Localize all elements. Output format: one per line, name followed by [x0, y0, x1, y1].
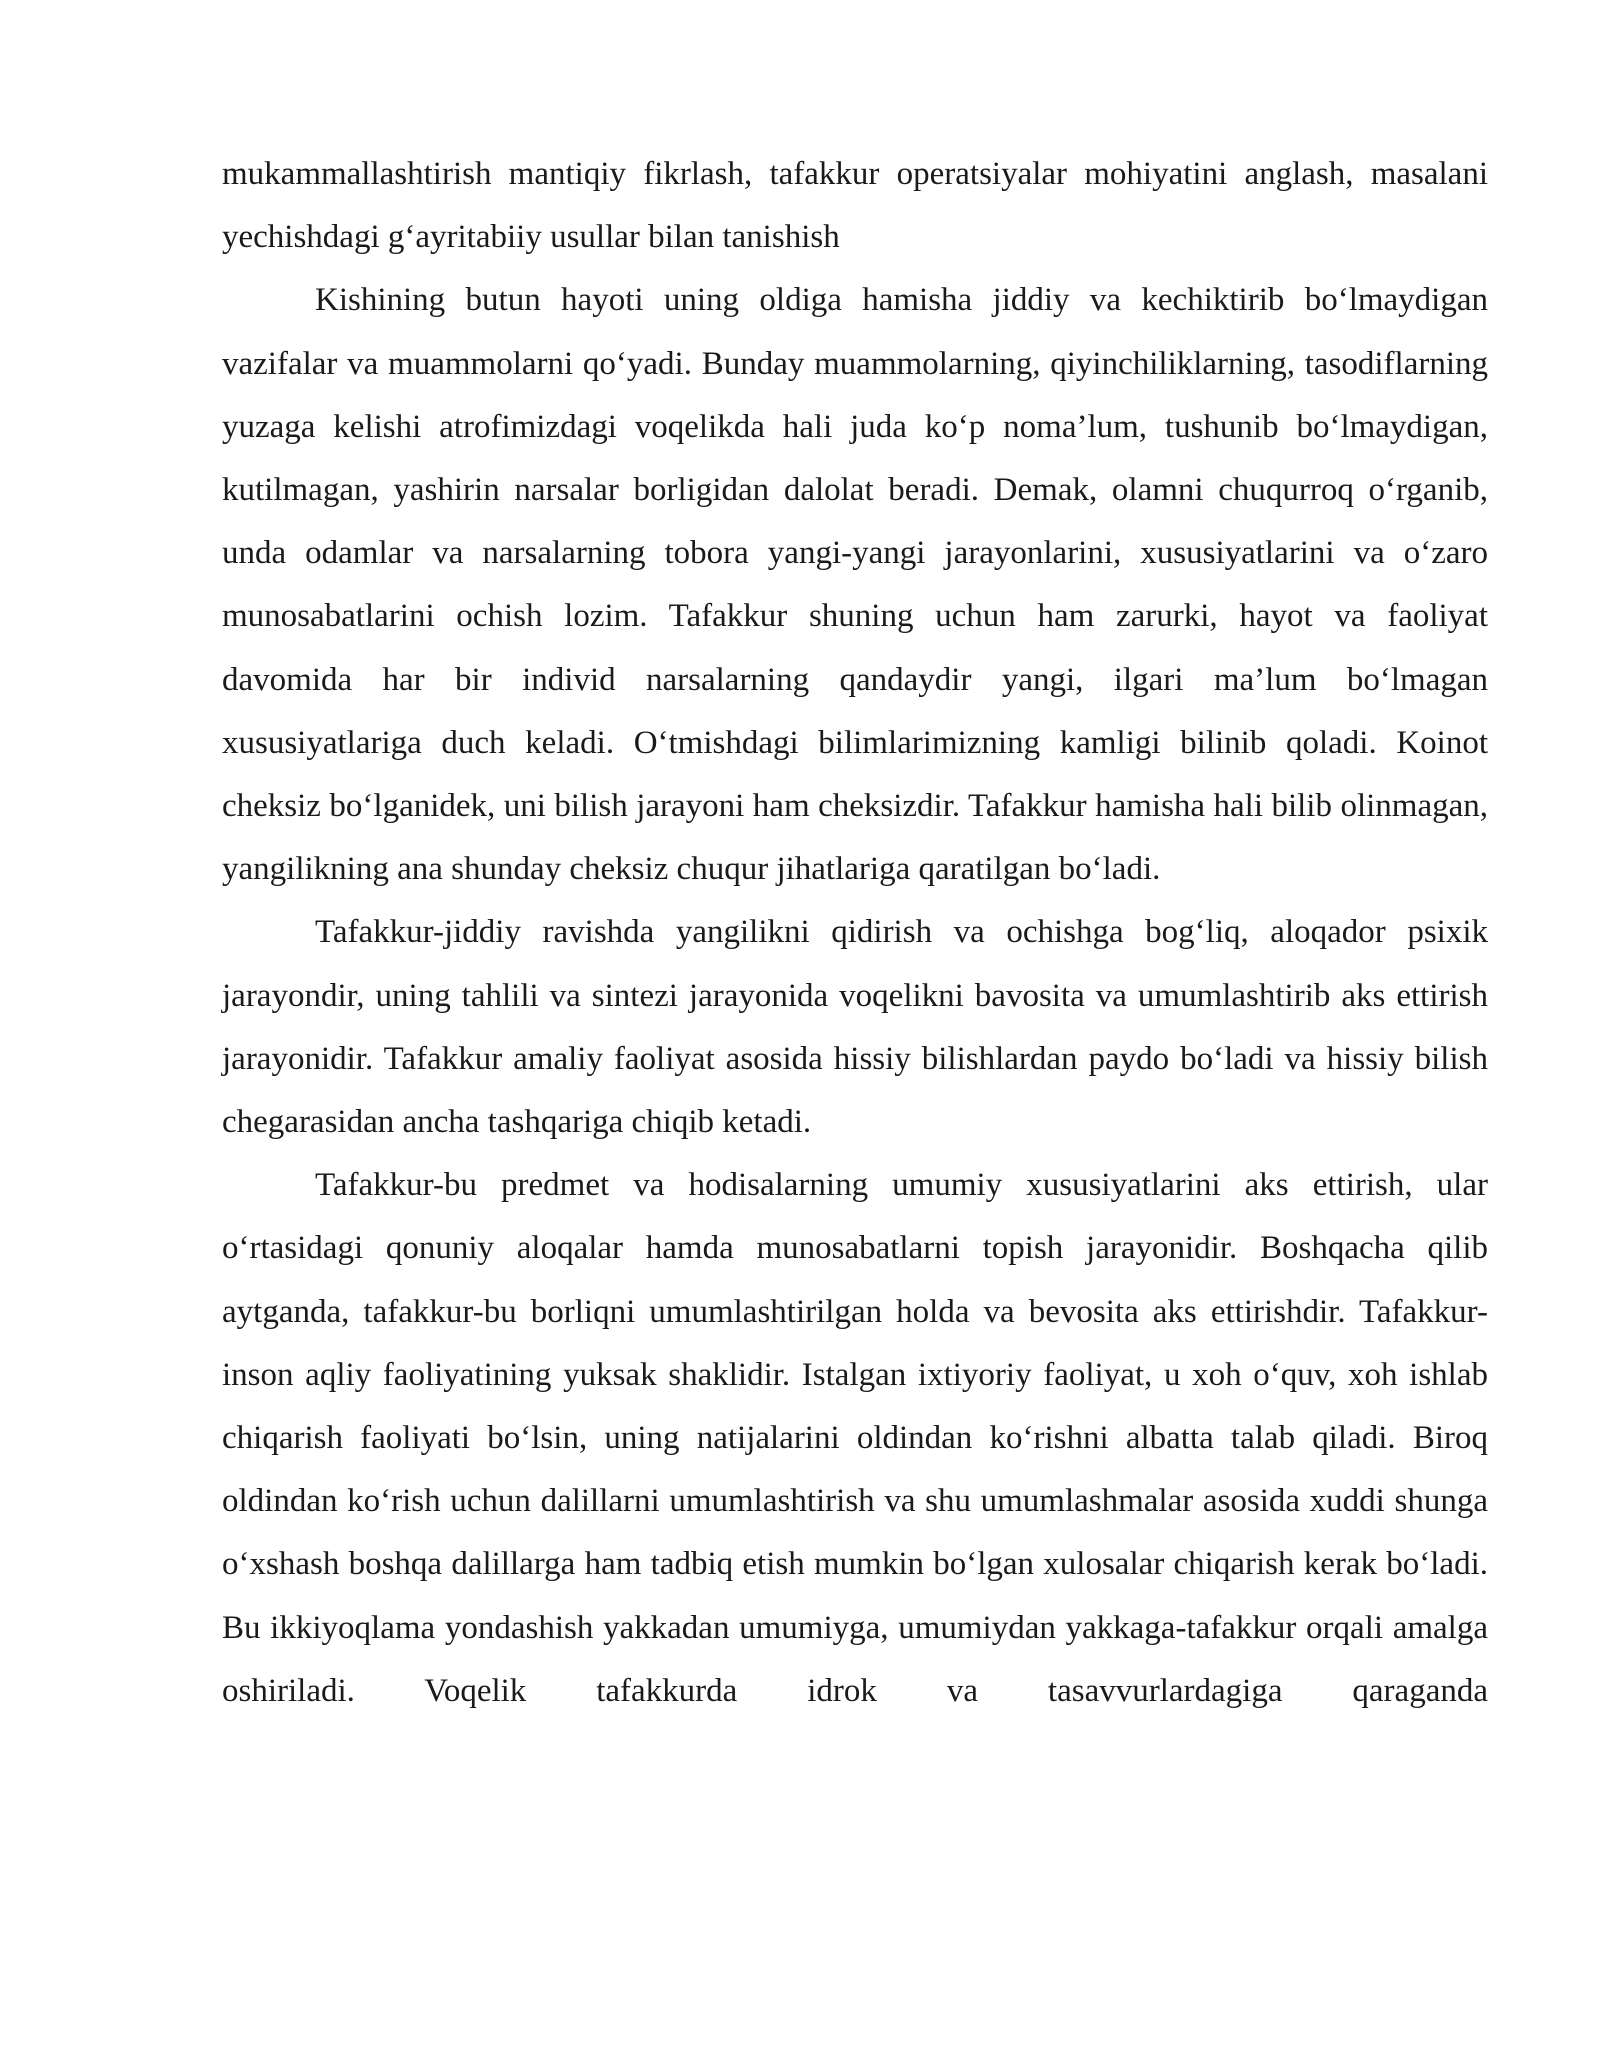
paragraph-4: Tafakkur-bu predmet va hodisalarning umumiy xususiyatlarini aks ettirish, ular o‘rtasidagi qonuniy aloqalar hamda munosabatlarni topish jarayonidir. Boshqacha qilib aytganda, tafakkur-bu borliqni umumlashtirilgan holda va bevosita aks ettirishdir. Tafakkur-inson aqliy faoliyatining yuksak shaklidir. Istalgan ixtiyoriy faoliyat, u xoh o‘quv, xoh ishlab chiqarish faoliyati bo‘lsin, uning natijalarini oldindan ko‘rishni albatta talab qiladi. Biroq oldindan ko‘rish uchun dalillarni umumlashtirish va shu umumlashmalar asosida xuddi shunga o‘xshash boshqa dalillarga ham tadbiq etish mumkin bo‘lgan xulosalar chiqarish kerak bo‘ladi. Bu ikkiyoqlama yondashish yakkadan umumiyga, umumiydan yakkaga-tafakkur orqali amalga oshiriladi. Voqelik tafakkurda idrok va tasavvurlardagiga qaraganda: [222, 1167, 1488, 1709]
paragraph-3: Tafakkur-jiddiy ravishda yangilikni qidirish va ochishga bog‘liq, aloqador psixik jarayondir, uning tahlili va sintezi jarayonida voqelikni bavosita va umumlashtirib aks ettirish jarayonidir. Tafakkur amaliy faoliyat asosida hissiy bilishlardan paydo bo‘ladi va hissiy bilish chegarasidan ancha tashqariga chiqib ketadi.: [222, 914, 1488, 1141]
paragraph-1: mukammallashtirish mantiqiy fikrlash, tafakkur operatsiyalar mohiyatini anglash, masalani yechishdagi g‘ayritabiiy usullar bilan tanishish: [222, 156, 1488, 256]
body-text: [222, 143, 1488, 1723]
paragraph-2: Kishining butun hayoti uning oldiga hamisha jiddiy va kechiktirib bo‘lmaydigan vazifalar va muammolarni qo‘yadi. Bunday muammolarning, qiyinchiliklarning, tasodiflarning yuzaga kelishi atrofimizdagi voqelikda hali juda ko‘p noma’lum, tushunib bo‘lmaydigan, kutilmagan, yashirin narsalar borligidan dalolat beradi. Demak, olamni chuqurroq o‘rganib, unda odamlar va narsalarning tobora yangi-yangi jarayonlarini, xususiyatlarini va o‘zaro munosabatlarini ochish lozim. Tafakkur shuning uchun ham zarurki, hayot va faoliyat davomida har bir individ narsalarning qandaydir yangi, ilgari ma’lum bo‘lmagan xususiyatlariga duch keladi. O‘tmishdagi bilimlarimizning kamligi bilinib qoladi. Koinot cheksiz bo‘lganidek, uni bilish jarayoni ham cheksizdir. Tafakkur hamisha hali bilib olinmagan, yangilikning ana shunday cheksiz chuqur jihatlariga qaratilgan bo‘ladi.: [222, 282, 1488, 888]
